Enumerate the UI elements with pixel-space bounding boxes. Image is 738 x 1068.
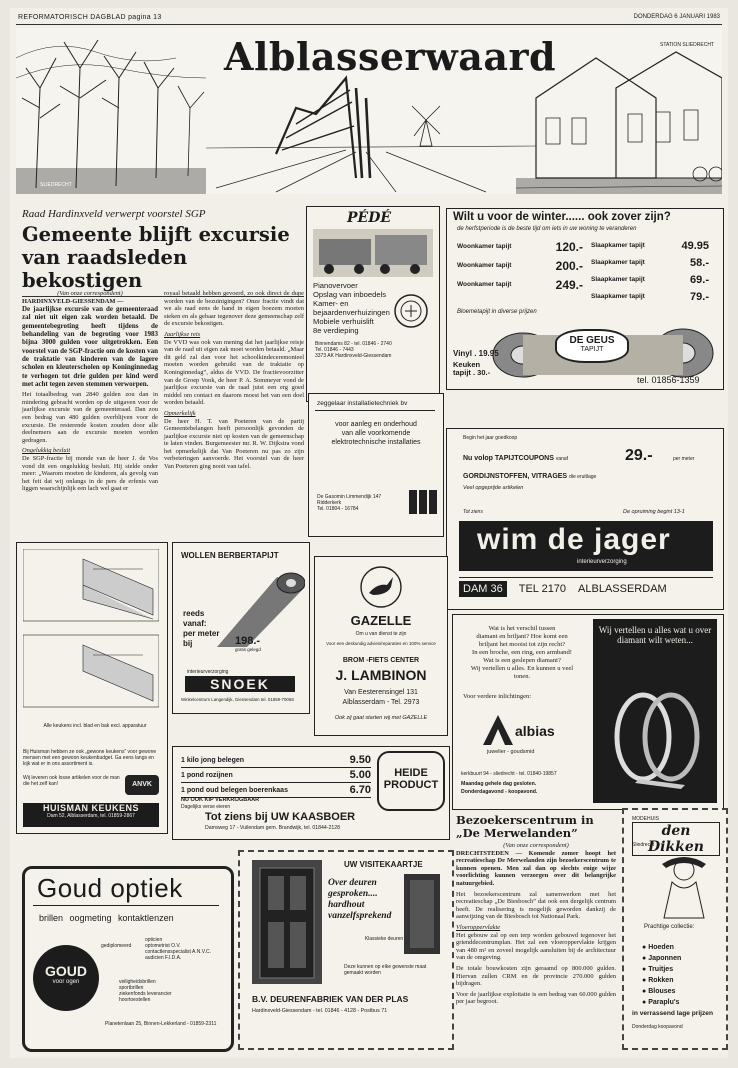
wim-offer1: Nu volop TAPIJTCOUPONS vanaf bbox=[463, 455, 569, 462]
degeus-prices-right: Slaapkamer tapijt 49.95 Slaapkamer tapijt 58.- Slaapkamer tapijt 69.- Slaapkamer tapijt 79.- bbox=[591, 239, 709, 303]
pede-services: Pianovervoer Opslag van inboedels Kamer- en bejaardenverhuizingen Mobiele verhuislift 8e verdieping bbox=[313, 281, 390, 335]
snoek-logo: SNOEK bbox=[185, 676, 295, 692]
article2-subhead: Vloeroppervlakte bbox=[456, 923, 501, 931]
deuren-classic-door-picture bbox=[404, 874, 440, 954]
goud-address: Planetenlaan 25, Binnen-Lekkerland - 01859-2311 bbox=[105, 1021, 217, 1027]
wim-small-top: Begin het jaar goedkoop bbox=[463, 435, 518, 441]
gazelle-brand: GAZELLE bbox=[350, 613, 412, 628]
wim-name: wim de jager bbox=[477, 523, 671, 556]
huisman-text: Bij Huisman hebben ze ook „gewone keukens” voor gewone mensen met een gewoon keukenbudget. Ga eens langs en kijk wat er in ons assortiment is. bbox=[23, 749, 157, 767]
snoek-price: 198.- bbox=[235, 635, 261, 647]
degeus-headline: Wilt u voor de winter...... ook zover zijn? bbox=[453, 211, 671, 223]
gazelle-address2: Alblasserdam - Tel. 2973 bbox=[342, 699, 420, 706]
goud-product-list: veiligheidsbrillen sportbrillen ziekenfonds leverancier hoortoestellen bbox=[119, 979, 172, 1003]
dikken-extra: in verrassend lage prijzen bbox=[632, 1010, 713, 1017]
albias-rings-picture bbox=[609, 679, 705, 789]
pede-brand: PÉDÉ bbox=[347, 210, 392, 226]
article2-paragraph-1: Het bezoekerscentrum zal samenwerken met het recreatieschap „De Biesbosch” dat ook een dergelijk centrum heeft. De realisering is mogelijk geworden dankzij de aanwijzing van de Biesbosch tot Nationaal Park. bbox=[456, 890, 616, 921]
dikken-fashion-illustration bbox=[654, 854, 714, 920]
deuren-door-picture bbox=[252, 860, 322, 984]
article-dateline: HARDINXVELD-GIESSENDAM — bbox=[22, 297, 124, 305]
zeggelaar-name: zeggelaar installatietechniek bv bbox=[317, 400, 408, 407]
albias-logo-icon bbox=[483, 715, 513, 745]
article-column-1 bbox=[22, 290, 158, 496]
gazelle-center: BROM -FIETS CENTER bbox=[342, 657, 420, 664]
goud-services: brillen oogmeting kontaktlenzen bbox=[39, 913, 174, 923]
deuren-title: UW VISITEKAARTJE bbox=[344, 860, 423, 869]
banner-illustration bbox=[16, 28, 722, 194]
wim-logo-bar bbox=[459, 521, 713, 571]
article-column-2 bbox=[164, 290, 304, 474]
gazelle-dealer-name: J. LAMBINON bbox=[335, 667, 427, 683]
huisman-caption: Alle keukens incl. blad en bak excl. apparatuur bbox=[43, 723, 147, 729]
deuren-quote: Over deuren gesproken.... hardhout vanzelfsprekend bbox=[328, 878, 392, 921]
article-main bbox=[22, 208, 304, 493]
page-header-paper: REFORMATORISCH DAGBLAD pagina 13 bbox=[18, 14, 162, 21]
dikken-sub: Sliedrecht bbox=[632, 842, 655, 848]
degeus-prices-left: Woonkamer tapijt 120.- Woonkamer tapijt 200.- Woonkamer tapijt 249.- bbox=[457, 239, 583, 292]
gazelle-address1: Van Eesterensingel 131 bbox=[344, 689, 418, 696]
pede-address: Binnendams 82 - tel. 01846 - 2740 bbox=[315, 341, 392, 347]
deuren-name: B.V. DEURENFABRIEK VAN DER PLAS bbox=[252, 994, 409, 1004]
albias-brand: albias bbox=[515, 723, 555, 739]
ad-degeus bbox=[446, 208, 724, 390]
albias-poem: Wat is het verschil tussen diamant en briljant? Hoe komt een briljant het mooist tot zijn recht? In een broche, een ring, een armband! Wat is een geslepen diamant? Wij vertellen u alles. En kunnen u veel tonen. bbox=[470, 625, 574, 680]
wim-price1-unit: per meter bbox=[673, 456, 695, 462]
gazelle-service: Voor een deskundig advies/reparaties en 100% service bbox=[326, 641, 436, 646]
article-subhead-3: Opmerkelijk bbox=[164, 409, 196, 417]
goud-qualifications: opticien optometrist O.V. contactlensspecialist A.N.V.C. audicien F.I.D.A. bbox=[145, 937, 211, 961]
degeus-subline: de herfstperiode is de beste tijd om iets in uw woning te veranderen bbox=[457, 226, 637, 232]
kaas-extra2: Dagelijks verse eieren bbox=[181, 804, 231, 810]
albias-dark-panel bbox=[593, 619, 717, 803]
ad-dendikken bbox=[622, 808, 728, 1050]
ad-goud-optiek bbox=[22, 866, 234, 1052]
wim-offer2: GORDIJNSTOFFEN, VITRAGES die eruitlage bbox=[463, 473, 597, 480]
degeus-vinyl: Vinyl . 19.95 bbox=[453, 349, 499, 358]
huisman-text2: Wij leveren ook losse artikelen voor de man die het zelf kan! bbox=[23, 775, 120, 787]
wim-address-row: DAM 36 TEL 2170 ALBLASSERDAM bbox=[459, 577, 713, 600]
degeus-logo: DE GEUS TAPIJT bbox=[555, 329, 629, 363]
degeus-tel: tel. 01856-1359 bbox=[637, 375, 700, 385]
snoek-price-note: gratis gelegd bbox=[235, 647, 261, 652]
article-paragraph-2: De SGP-fractie bij monde van de heer J. de Vos vond dit een ongelukkig besluit. Hij stelde onder meer: „Waarom moeten de kinderen, als gevolg van het feit dat wij onlangs in de pers de erfenis van liggen waarschijnlijk een lach wel gaat er bbox=[22, 454, 158, 493]
banner-title: Alblasserwaard bbox=[224, 34, 557, 79]
pede-city: 3373 AK Hardinxveld-Giessendam bbox=[315, 353, 392, 359]
ad-kaasboer bbox=[172, 746, 450, 840]
ad-snoek bbox=[172, 542, 310, 714]
article-lead: De jaarlijkse excursie van de gemeenteraad zal niet uit eigen zak worden betaald. De gemeentebegroting heeft tijdens de behandeling van de begroting voor 1983 bijna 3000 gulden voor uitgetrokken. Een voorstel van de SGP-fractie om de kosten van de traktatie van kinderen van de lagere scholen en kleuterscholen op Koninginnedag te verhogen tot drie gulden per kind werd met acht tegen zeven stemmen verworpen. bbox=[22, 305, 158, 388]
dikken-header: MODEHUIS bbox=[632, 816, 659, 822]
article2-paragraph-3: De totale bouwkosten zijn geraamd op 800.000 gulden. Hiervan zullen CRM en de provincie 270.000 gulden bijdragen. bbox=[456, 964, 616, 988]
deuren-klassiek: Klassieke deuren bbox=[364, 936, 404, 942]
snoek-headline: WOLLEN BERBERTAPIJT bbox=[181, 551, 279, 560]
albias-open1: Maandag gehele dag gesloten. bbox=[461, 781, 537, 787]
ad-deuren bbox=[238, 850, 454, 1050]
wim-left-small: Tot ziens bbox=[463, 509, 483, 515]
pede-address-block bbox=[315, 341, 433, 359]
dikken-items: ● Hoeden ● Japonnen ● Truitjes ● Rokken ● Blouses ● Paraplu's bbox=[642, 944, 682, 1006]
albias-open2: Donderdagavond - koopavond. bbox=[461, 789, 538, 795]
article-headline: Gemeente blijft excursie van raadsleden bekostigen bbox=[22, 223, 290, 292]
albias-address: kerkbuurt 94 - sliedrecht - tel. 01840-19857 bbox=[461, 771, 557, 777]
wim-price1: 29.- bbox=[625, 447, 653, 464]
zeggelaar-address: De Gasomin Limmendijk 147 Ridderkerk Tel. 01804 - 16784 bbox=[317, 494, 382, 512]
albias-more: Voor verdere inlichtingen: bbox=[463, 693, 532, 700]
wim-sub: interieurverzorging bbox=[577, 559, 627, 565]
degeus-note: Bloemetapijt in diverse prijzen bbox=[457, 309, 537, 315]
huisman-logo-bar: HUISMAN KEUKENS Dam 52, Alblasserdam, tel. 01859-2867 bbox=[23, 803, 159, 827]
snoek-address: Winkelcentrum Langendijk, Giessendam tel. 01859-70068 bbox=[181, 697, 294, 702]
snoek-logo-pre: interieurverzorging bbox=[187, 669, 229, 675]
gazelle-deer-icon bbox=[359, 565, 403, 609]
article-subhead-2: Jaarlijkse reis bbox=[164, 330, 201, 338]
pede-seal-icon bbox=[393, 293, 429, 329]
ad-albias bbox=[452, 614, 724, 810]
degeus-keuken: Keuken tapijt . 30.- bbox=[453, 360, 491, 377]
article2-headline: Bezoekerscentrum in „De Merwelanden” bbox=[456, 813, 594, 840]
albias-title: Wij vertellen u alles wat u over diamant wilt weten... bbox=[598, 625, 712, 645]
ad-zeggelaar bbox=[308, 393, 444, 537]
snoek-text: reeds vanaf: per meter bij bbox=[183, 609, 220, 648]
wim-offer3: Veel opgeprijde artikelen bbox=[463, 485, 524, 491]
deuren-note: Deze kunnen op elke gewenste maat gemaakt worden bbox=[344, 964, 427, 976]
huisman-anvk-logo: ANVK bbox=[125, 775, 159, 795]
ad-gazelle bbox=[314, 556, 448, 736]
ad-wimdejager bbox=[446, 428, 724, 610]
dikken-collectie: Prachtige collectie: bbox=[644, 924, 695, 930]
dikken-brand: den Dikken bbox=[632, 822, 720, 856]
zeggelaar-services: voor aanleg en onderhoud van alle voorkomende elektrotechnische installaties bbox=[331, 421, 421, 446]
article-kicker: Raad Hardinxveld verwerpt voorstel SGP bbox=[22, 208, 206, 220]
banner-caption-left: SLIEDRECHT bbox=[40, 182, 72, 188]
kaas-closing: Tot ziens bij UW KAASBOER bbox=[205, 811, 356, 823]
banner-caption-right: STATION SLIEDRECHT bbox=[660, 42, 714, 48]
ad-huisman bbox=[16, 542, 168, 834]
article-paragraph-1: Het totaalbedrag van 2840 gulden zou dan in mindering gebracht worden op de uitgaven voor de jaarlijkse excursie van de gemeenteraad. Dan zou een bedrag van 480 gulden overblijven voor de excursie. De resterende kosten zouden door alle deelnemers aan de excursie moeten worden gedragen. bbox=[22, 391, 158, 444]
gazelle-slogan: Ook zij gaat starten wij met GAZELLE bbox=[334, 715, 428, 721]
kaas-extra1: NU OOK KIP VERKRIJGBAAR bbox=[181, 797, 260, 803]
ad-pede bbox=[306, 206, 440, 402]
deuren-address: Hardinxveld-Giessendam - tel. 01846 - 4128 - Postbus 71 bbox=[252, 1008, 388, 1014]
wim-opening: De opruiming begint 13-1 bbox=[623, 509, 685, 515]
pede-contact: Tel. 01846 - 7443 bbox=[315, 347, 354, 353]
zeggelaar-logo-icon bbox=[409, 490, 437, 514]
goud-title: Goud optiek bbox=[37, 873, 183, 903]
header-rule bbox=[16, 24, 722, 25]
article-subhead-1: Ongelukkig besluit bbox=[22, 447, 71, 455]
article-paragraph-4: De VVD was ook van mening dat het jaarlijkse reisje van de raad uit eigen zak moet worden betaald. „Maar dit geld zal dan voor het schoolkindeceremonieel moeten worden gebruikt van de traktatie op Koninginnedag”, aldus de VVD. De fractievoorzitter van de Groep Vonk, de heer P. A. Sommeyer vond de jaarlijkse excursie van de raad juist een erg goed middel om contact en daarom moest het van een doel worden betaald. bbox=[164, 338, 304, 407]
article2-byline: (Van onze correspondent) bbox=[503, 842, 569, 849]
article2-paragraph-2: Het gebouw zal op een terp worden gebouwd tegenover het grienddecentrumplan. Het zal een vloeroppervlakte krijgen van 480 m² en zoveel mogelijk aansluiten bij de architectuur van de omgeving. bbox=[456, 931, 616, 962]
article2-lead: DRECHTSTEDEN — Komende zomer hoopt het recreatieschap De Merwelanden zijn bezoekerscentrum te kunnen openen. Men zal dan op slechts enige wijze voorlichting kunnen verzorgen over dit belangrijke natuurgebied. bbox=[456, 849, 616, 887]
albias-sub: juwelier - goudsmid bbox=[487, 749, 535, 755]
huisman-kitchen-pictures bbox=[23, 549, 159, 709]
kaas-address: Damsweg 17 - Vuilendam gem. Brandwijk, tel. 01844-2128 bbox=[205, 825, 341, 831]
article-byline: (Van onze correspondent) bbox=[57, 290, 123, 297]
gazelle-tagline: Om u van dienst te zijn bbox=[355, 631, 407, 637]
article2-paragraph-4: Voor de jaarlijkse exploitatie is een bedrag van 60.000 gulden per jaar begroot. bbox=[456, 990, 616, 1006]
pede-truck-picture bbox=[313, 229, 433, 277]
goud-left1: gediplomeerd bbox=[101, 943, 132, 949]
snoek-carpet-roll-picture bbox=[217, 567, 305, 647]
goud-logo: GOUD voor ogen bbox=[33, 945, 99, 1011]
dikken-koopavond: Donderdag koopavond bbox=[632, 1024, 683, 1030]
article2-body bbox=[456, 842, 616, 1006]
article-secondary bbox=[456, 814, 616, 1009]
page-header-date: DONDERDAG 6 JANUARI 1983 bbox=[633, 14, 720, 20]
article-paragraph-3: royaal betaald hebben gevoerd, zo ook direct de dupe worden van de bezuinigingen? Onze fractie vindt dat we als raad eens de hand in eigen boezem moeten steken en als gebaar tegenover deze gemeenschap zelf de excursie bekostigen. bbox=[164, 290, 304, 328]
article-paragraph-5: De heer H. T. van Poeteren van de partij Gemeentebelangen heeft persoonlijk gevonden de jaarlijkse excursie niet op kosten van de gemeenschap te laten vinden. Burgemeester mr. R. W. Dijkstra vond het opmerkelijk dat Van Poeteren nu pas zo zijn verbeteringen aanvoerde. Het voorstel van de heer Van Poeteren ging nooit van tafel. bbox=[164, 417, 304, 471]
newspaper-page bbox=[10, 8, 728, 1058]
kaas-logo: HEIDE PRODUCT bbox=[377, 751, 445, 811]
kaas-price-list: 1 kilo jong belegen 9.50 1 pond rozijnen 5.00 1 pond oud belegen boerenkaas 6.70 bbox=[181, 754, 371, 796]
